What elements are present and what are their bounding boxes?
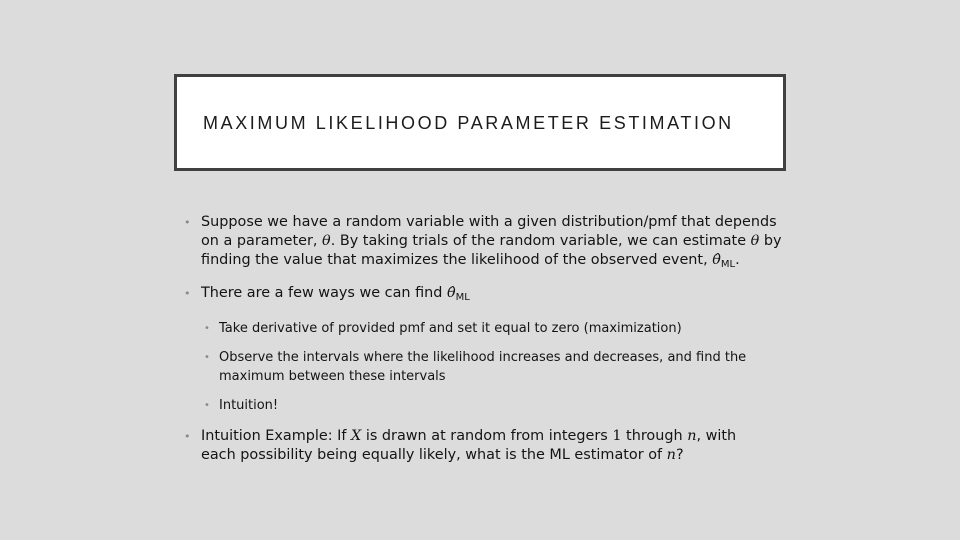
sub-bullet-3-text: Intuition! (219, 398, 279, 413)
one-symbol: 1 (612, 428, 622, 444)
sub-bullet-1-text: Take derivative of provided pmf and set it equal to zero (maximization) (219, 321, 682, 336)
bullet-3-line-1 (201, 427, 784, 446)
theta-hat-symbol: θ̂ (712, 252, 721, 268)
bullet-1-line-3 (201, 251, 784, 274)
text-segment: by (759, 233, 782, 249)
sub-bullet-2-line-1: Observe the intervals where the likelihood increases and decreases, and find the (219, 350, 747, 365)
theta-symbol: θ (750, 233, 760, 249)
sub-bullet-item-2 (184, 348, 784, 386)
slide-title: MAXIMUM LIKELIHOOD PARAMETER ESTIMATION (203, 113, 734, 133)
text-segment: . (735, 252, 740, 268)
text-segment: is drawn at random from integers (361, 428, 613, 444)
bullet-dot: • (184, 430, 191, 443)
sub-bullet-item-3 (184, 396, 784, 415)
ml-subscript: ML (720, 259, 736, 270)
bullet-dot: • (204, 352, 210, 363)
bullet-item-3 (184, 427, 784, 465)
text-segment: each possibility being equally likely, what is the ML estimator of (201, 447, 667, 463)
text-segment: . By taking trials of the random variable, we can estimate (330, 233, 751, 249)
n-symbol: n (666, 447, 676, 463)
bullet-list (184, 213, 784, 465)
bullet-dot: • (184, 216, 191, 229)
title-box (174, 74, 786, 171)
bullet-dot: • (204, 323, 210, 334)
bullet-item-2 (184, 284, 784, 307)
n-symbol: n (687, 428, 697, 444)
text-segment: Intuition Example: If (201, 428, 352, 444)
text-segment: There are a few ways we can find (201, 285, 447, 301)
theta-hat-symbol: θ̂ (447, 285, 456, 301)
text-segment: ? (675, 447, 684, 463)
x-symbol: X (351, 428, 362, 444)
bullet-1-line-2 (201, 232, 784, 251)
sub-bullet-item-1 (184, 319, 784, 338)
bullet-dot: • (184, 287, 191, 300)
bullet-2-line-1 (201, 284, 784, 307)
text-segment: through (621, 428, 688, 444)
sub-bullet-2-line-2: maximum between these intervals (219, 369, 446, 384)
text-segment: on a parameter, (201, 233, 323, 249)
bullet-dot: • (204, 400, 210, 411)
text-segment: , with (696, 428, 737, 444)
bullet-item-1 (184, 213, 784, 274)
ml-subscript: ML (455, 292, 470, 303)
bullet-3-line-2 (201, 446, 784, 465)
bullet-1-line-1: Suppose we have a random variable with a given distribution/pmf that depends (201, 214, 777, 230)
theta-symbol: θ (322, 233, 331, 249)
text-segment: finding the value that maximizes the likelihood of the observed event, (201, 252, 713, 268)
